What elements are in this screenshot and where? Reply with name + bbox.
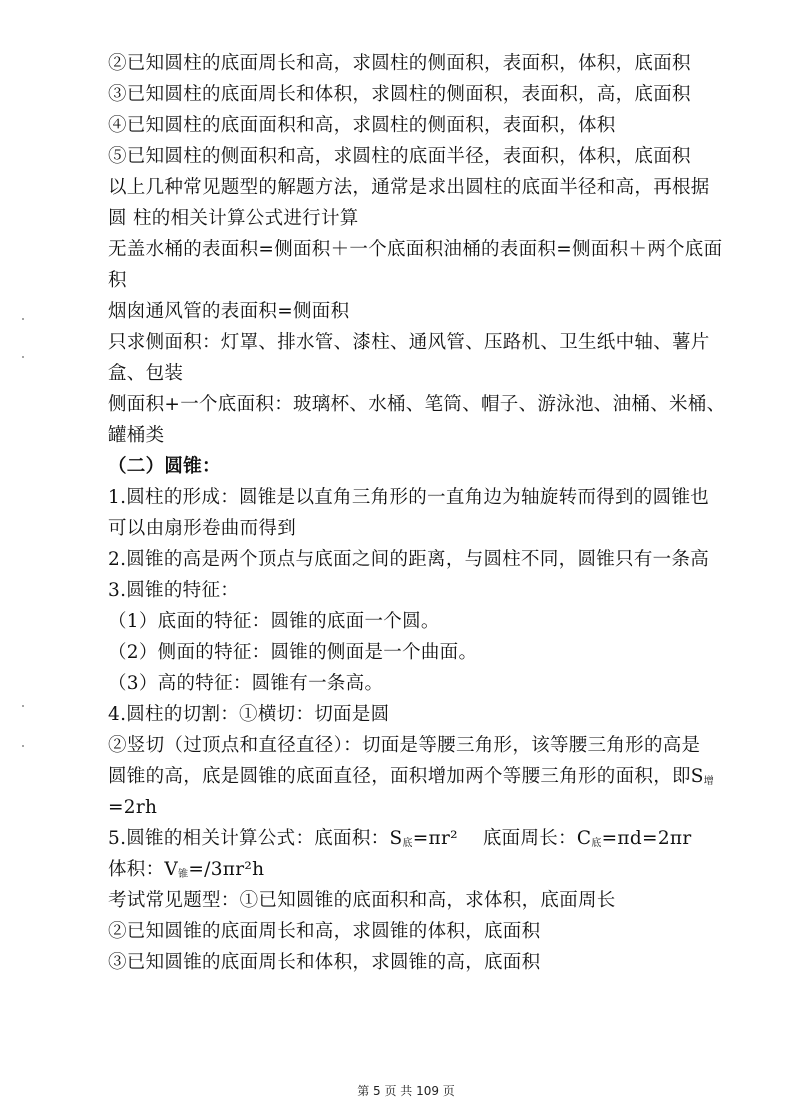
text-line: 2.圆锥的高是两个顶点与底面之间的距离，与圆柱不同，圆锥只有一条高: [108, 549, 710, 570]
subscript: 锥: [178, 869, 189, 880]
volume-prefix: 体积：V: [108, 859, 179, 880]
text-line: 只求侧面积：灯罩、排水管、漆柱、通风管、压路机、卫生纸中轴、薯片: [108, 332, 710, 353]
text-line: 烟囱通风管的表面积=侧面积: [108, 301, 350, 322]
text-line: 3.圆锥的特征：: [108, 580, 240, 601]
text-line: （1）底面的特征：圆锥的底面一个圆。: [108, 611, 440, 632]
text-segment: 圆锥的高，底是圆锥的底面直径，面积增加两个等腰三角形的面积，即S: [108, 766, 704, 787]
text-line: 以上几种常见题型的解题方法，通常是求出圆柱的底面半径和高，再根据: [108, 177, 710, 198]
text-line: ⑤已知圆柱的侧面积和高，求圆柱的底面半径，表面积，体积，底面积: [108, 146, 691, 167]
volume-rest: =/3πr²h: [188, 859, 265, 880]
text-line: 考试常见题型：①已知圆锥的底面积和高，求体积，底面周长: [108, 890, 616, 911]
scan-speck: [22, 705, 24, 707]
text-line: 可以由扇形卷曲而得到: [108, 518, 297, 539]
text-line: （2）侧面的特征：圆锥的侧面是一个曲面。: [108, 642, 478, 663]
text-line: ④已知圆柱的底面面积和高，求圆柱的侧面积，表面积，体积: [108, 115, 616, 136]
subscript: 增: [703, 776, 715, 787]
text-line: （3）高的特征：圆锥有一条高。: [108, 673, 384, 694]
formula-line: [108, 823, 758, 854]
subscript: 底: [402, 838, 413, 849]
formula-part: =πr² 底面周长：C: [412, 828, 592, 849]
text-line: 圆 柱的相关计算公式进行计算: [108, 208, 359, 229]
text-line: ②已知圆柱的底面周长和高，求圆柱的侧面积，表面积，体积，底面积: [108, 53, 691, 74]
formula-part: =πd=2πr: [601, 828, 692, 849]
scan-speck: [22, 356, 24, 358]
text-line: =2rh: [108, 797, 158, 818]
subscript: 底: [591, 838, 602, 849]
scan-speck: [22, 318, 24, 320]
formula-prefix: 5.圆锥的相关计算公式：底面积：S: [108, 828, 403, 849]
text-line: ③已知圆锥的底面周长和体积，求圆锥的高，底面积: [108, 952, 541, 973]
volume-line: [108, 854, 758, 885]
text-line: 侧面积+一个底面积：玻璃杯、水桶、笔筒、帽子、游泳池、油桶、米桶、: [108, 394, 726, 415]
section-heading: （二）圆锥：: [108, 456, 221, 477]
page-footer: 第 5 页 共 109 页: [357, 1084, 455, 1098]
scan-speck: [22, 745, 24, 747]
text-line: 积: [108, 270, 127, 291]
page-content: [108, 48, 758, 978]
text-line: 4.圆柱的切割：①横切：切面是圆: [108, 704, 390, 725]
text-line: 罐桶类: [108, 425, 165, 446]
text-line: ②竖切（过顶点和直径直径）：切面是等腰三角形，该等腰三角形的高是: [108, 735, 701, 756]
text-line: ③已知圆柱的底面周长和体积，求圆柱的侧面积，表面积，高，底面积: [108, 84, 691, 105]
text-line: 无盖水桶的表面积=侧面积＋一个底面积油桶的表面积=侧面积＋两个底面: [108, 239, 723, 260]
text-line: [108, 761, 758, 792]
text-line: 盒、包装: [108, 363, 184, 384]
text-line: ②已知圆锥的底面周长和高，求圆锥的体积，底面积: [108, 921, 541, 942]
text-line: 1.圆柱的形成：圆锥是以直角三角形的一直角边为轴旋转而得到的圆锥也: [108, 487, 710, 508]
